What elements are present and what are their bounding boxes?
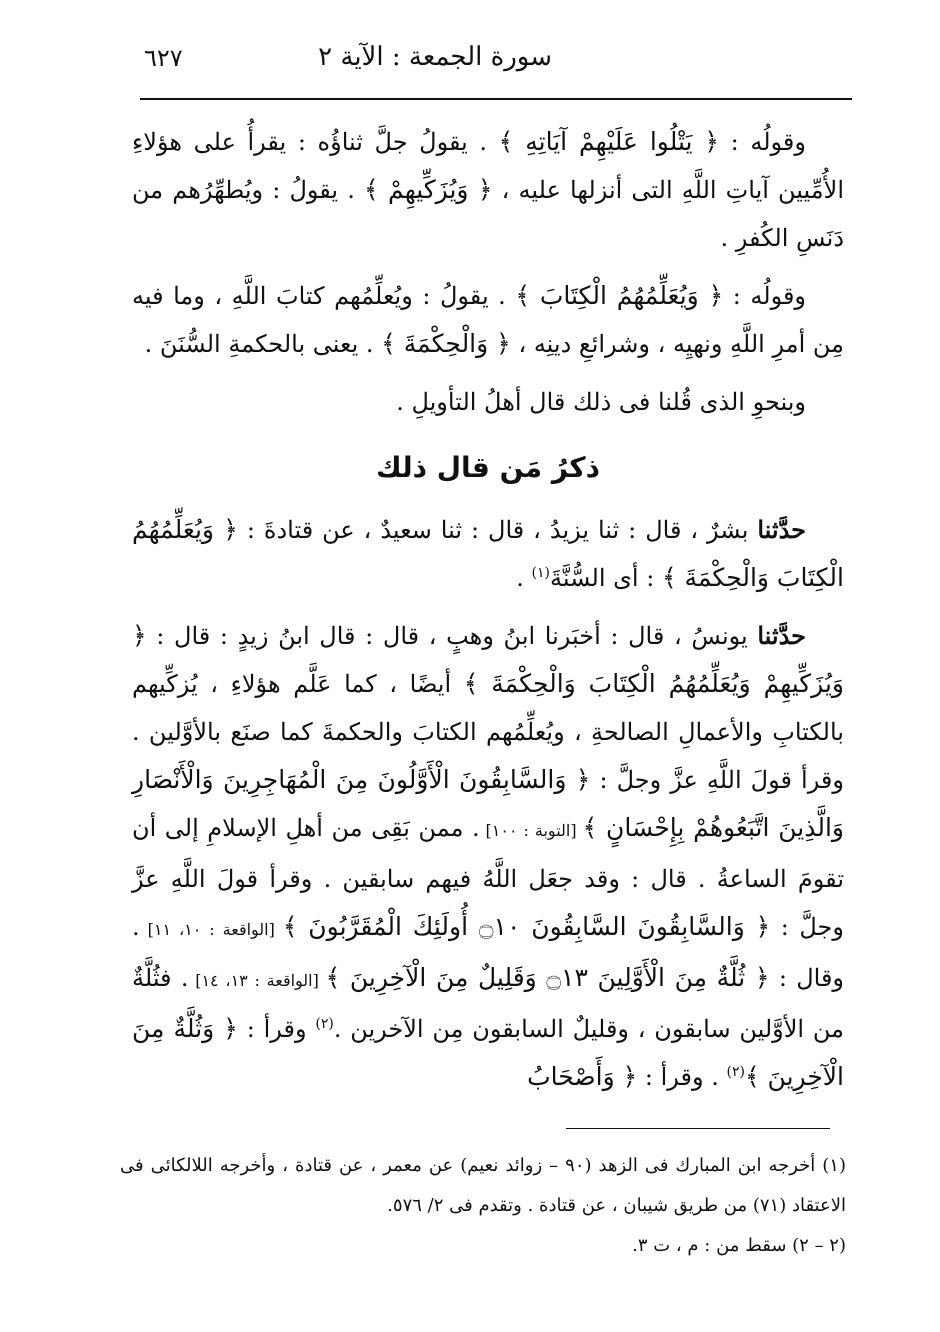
- quran-quote: ﴿ ثُلَّةٌ مِنَ الْأَوَّلِينَ ۝١٣ وَقَلِيلٌ مِنَ الْآخِرِينَ ﴾: [325, 963, 770, 992]
- text: وقولُه :: [719, 128, 806, 156]
- main-text: [132, 118, 844, 1101]
- text: : أى السُّنَّةَ: [550, 564, 662, 592]
- text: يونسُ ، قال : أخبَرنا ابنُ وهبٍ ، قال : قال ابنُ زيدٍ : قال :: [146, 622, 758, 650]
- quran-quote: ﴿ يَتْلُوا عَلَيْهِمْ آيَاتِهِ ﴾: [498, 127, 720, 156]
- footnote-marker: (١): [531, 565, 551, 581]
- text: وقرأ :: [237, 1015, 316, 1043]
- running-title: سورة الجمعة : الآية ٢: [318, 42, 552, 72]
- paragraph-3: وبنحوِ الذى قُلنا فى ذلك قال أهلُ التأويلِ .: [396, 388, 806, 416]
- quran-quote: ﴿ وَالْحِكْمَةَ ﴾: [381, 329, 511, 358]
- text: . يقولُ : ويُطهِّرُهم من دَنَسِ الكُفرِ .: [132, 176, 844, 252]
- text: أيضًا ، كما عَلَّم هؤلاءِ ، يُزكِّيهم بالكتابِ والأعمالِ الصالحةِ ، ويُعلِّمُهم الكتابَ والحكمةَ كما صنَع بالأوَّلين . وقرأ قولَ اللَّهِ عزَّ وجلَّ :: [132, 670, 844, 794]
- quran-quote: ﴿ وَيُزَكِّيهِمْ ﴾: [363, 175, 493, 204]
- header-rule: [140, 98, 852, 100]
- quran-quote: ﴿ وَالسَّابِقُونَ الْأَوَّلُونَ مِنَ الْمُهَاجِرِينَ وَالْأَنْصَارِ وَالَّذِينَ اتَّبَعُوهُمْ بِإِحْسَانٍ ﴾: [132, 765, 844, 842]
- quran-quote: ﴿ وَيُزَكِّيهِمْ وَيُعَلِّمُهُمُ الْكِتَابَ وَالْحِكْمَةَ ﴾: [132, 621, 845, 698]
- hadith-lead: حدَّثنا: [757, 621, 806, 650]
- page-header: [140, 40, 852, 96]
- text: . يقولُ جلَّ ثناؤُه : يقرأُ على هؤلاءِ الأُمِّيين آياتِ اللَّهِ التى أنزلها عليه ،: [132, 128, 844, 204]
- text: . وقال :: [132, 913, 845, 992]
- paragraph-4: [132, 506, 844, 602]
- footnote-2: (٢ – ٢) سقط من : م ، ت ٣.: [632, 1235, 846, 1256]
- text: .: [516, 564, 532, 592]
- verse-reference: [الواقعة : ١٠، ١١]: [139, 920, 283, 939]
- footnote-marker: (٢): [726, 1064, 745, 1080]
- footnote-rule: [566, 1128, 830, 1129]
- quran-quote: ﴿ وَثُلَّةٌ مِنَ الْآخِرِينَ ﴾: [132, 1014, 844, 1091]
- footnote-1: (١) أخرجه ابن المبارك فى الزهد (٩٠ – زوائد نعيم) عن معمر ، عن قتادة ، وأخرجه اللالكائى فى الاعتقاد (٧١) من طريق شيبان ، عن قتادة . وتقدم فى ٢/ ٥٧٦.: [120, 1155, 846, 1216]
- text: . فثُلَّةٌ من الأوَّلين سابقون ، وقليلٌ السابقون مِن الآخرين .: [132, 964, 844, 1043]
- verse-reference: [الواقعة : ١٣، ١٤]: [188, 971, 326, 990]
- page-number: ٦٢٧: [144, 44, 183, 72]
- text: بشرٌ ، قال : ثنا يزيدُ ، قال : ثنا سعيدٌ ، عن قتادةَ :: [237, 516, 758, 544]
- paragraph-5: [132, 612, 844, 1101]
- paragraph-1: [132, 118, 844, 262]
- paragraph-2: [132, 272, 844, 368]
- verse-reference: [التوبة : ١٠٠]: [479, 821, 583, 840]
- text: وقولُه :: [723, 282, 807, 310]
- text: . يعنى بالحكمةِ السُّنَنَ .: [144, 330, 382, 358]
- footnotes: [120, 1146, 846, 1266]
- quran-quote: ﴿ وَالسَّابِقُونَ السَّابِقُونَ ۝١٠ أُولَئِكَ الْمُقَرَّبُونَ ﴾: [282, 912, 771, 941]
- quran-quote: ﴿ وَأَصْحَابُ: [527, 1062, 638, 1091]
- quran-quote: ﴿ وَيُعَلِّمُهُمُ الْكِتَابَ وَالْحِكْمَةَ ﴾: [132, 515, 844, 592]
- text: . ممن بَقِى من أهلِ الإسلامِ إلى أن تقومَ الساعةُ . قال : وقد جعَل اللَّهُ فيهم سابقين . وقرأ قولَ اللَّهِ عزَّ وجلَّ :: [132, 814, 844, 941]
- text: . وقرأ :: [637, 1063, 727, 1091]
- hadith-lead: حدَّثنا: [757, 515, 807, 544]
- footnote-marker: (٢): [315, 1016, 334, 1032]
- quran-quote: ﴿ وَيُعَلِّمُهُمُ الْكِتَابَ ﴾: [515, 281, 724, 310]
- text: . يقولُ : ويُعلِّمُهم كتابَ اللَّهِ ، وما فيه مِن أمرِ اللَّهِ ونهيِه ، وشرائعِ دينِه ،: [132, 282, 844, 358]
- section-heading: ذكرُ مَن قال ذلك: [376, 451, 600, 484]
